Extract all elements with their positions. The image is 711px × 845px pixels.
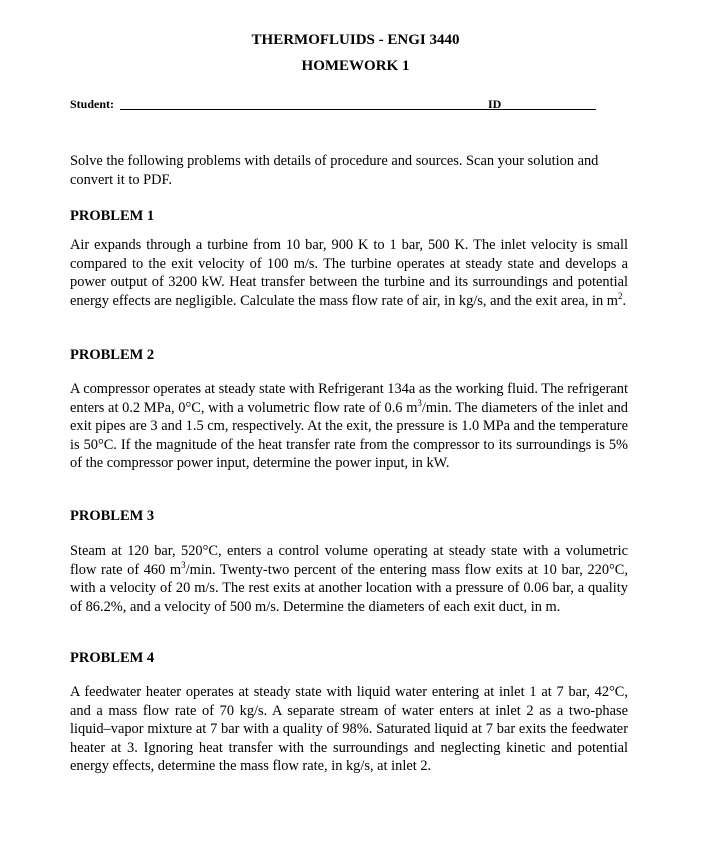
problem-3-superscript: 3 bbox=[181, 559, 186, 570]
problem-2-text-part-b: /min. The diameters of the inlet and exit pipes are 3 and 1.5 cm, respectively. At the exit, the pressure is 1.0 MPa and the temperature is 50°C. If the magnitude of the heat transfer rate from the compressor to its surroundings is 5% of the compressor power input, determine the power input, in kW. bbox=[70, 399, 628, 472]
problem-1-heading: PROBLEM 1 bbox=[70, 208, 155, 224]
problem-2-superscript: 3 bbox=[417, 397, 422, 408]
problem-2-text-part-a: A compressor operates at steady state with Refrigerant 134a as the working fluid. The refrigerant enters at 0.2 MPa, 0°C, with a volumetric flow rate of 0.6 m bbox=[70, 381, 628, 416]
problem-4-heading: PROBLEM 4 bbox=[70, 650, 155, 666]
id-blank bbox=[508, 109, 596, 110]
problem-2-heading: PROBLEM 2 bbox=[70, 347, 155, 363]
problem-4-text-part-a: A feedwater heater operates at steady state with liquid water entering at inlet 1 at 7 bar, 42°C, and a mass flow rate of 70 kg/s. A separate stream of water enters at inlet 2 as a two-phase liquid–vapor mixture at 7 bar with a quality of 98%. Saturated liquid at 7 bar exits the feedwater heater at 3. Ignoring heat transfer with the surroundings and neglecting kinetic and potential energy effects, determine the mass flow rate, in kg/s, at inlet 2. bbox=[70, 684, 628, 775]
problem-1-text bbox=[70, 236, 628, 310]
assignment-title: HOMEWORK 1 bbox=[301, 58, 410, 74]
student-info-row bbox=[70, 95, 610, 113]
problem-1-text-part-a: Air expands through a turbine from 10 bar, 900 K to 1 bar, 500 K. The inlet velocity is small compared to the exit velocity of 100 m/s. The turbine operates at steady state and develops a power output of 3200 kW. Heat transfer between the turbine and its surroundings and potential energy effects are negligible. Calculate the mass flow rate of air, in kg/s, and the exit area, in m bbox=[70, 237, 628, 309]
course-title: THERMOFLUIDS - ENGI 3440 bbox=[251, 32, 460, 48]
problem-3-heading: PROBLEM 3 bbox=[70, 508, 155, 524]
instructions-paragraph: Solve the following problems with details of procedure and sources. Scan your solution and convert it to PDF. bbox=[70, 153, 599, 188]
problem-3-text bbox=[70, 542, 628, 616]
problem-3-text-part-b: /min. Twenty-two percent of the entering mass flow exits at 10 bar, 220°C, with a velocity of 20 m/s. The rest exits at another location with a pressure of 0.06 bar, a quality of 86.2%, and a velocity of 500 m/s. Determine the diameters of each exit duct, in m. bbox=[70, 561, 628, 615]
problem-2-text bbox=[70, 380, 628, 473]
problem-4-text bbox=[70, 683, 628, 776]
problem-3-text-part-a: Steam at 120 bar, 520°C, enters a control volume operating at steady state with a volumetric flow rate of 460 m bbox=[70, 543, 628, 578]
student-label: Student: bbox=[70, 97, 115, 111]
id-label: ID bbox=[488, 97, 502, 111]
student-name-blank bbox=[120, 109, 520, 110]
problem-1-superscript: 2 bbox=[617, 290, 623, 301]
problem-1-text-part-b: . bbox=[622, 292, 627, 309]
